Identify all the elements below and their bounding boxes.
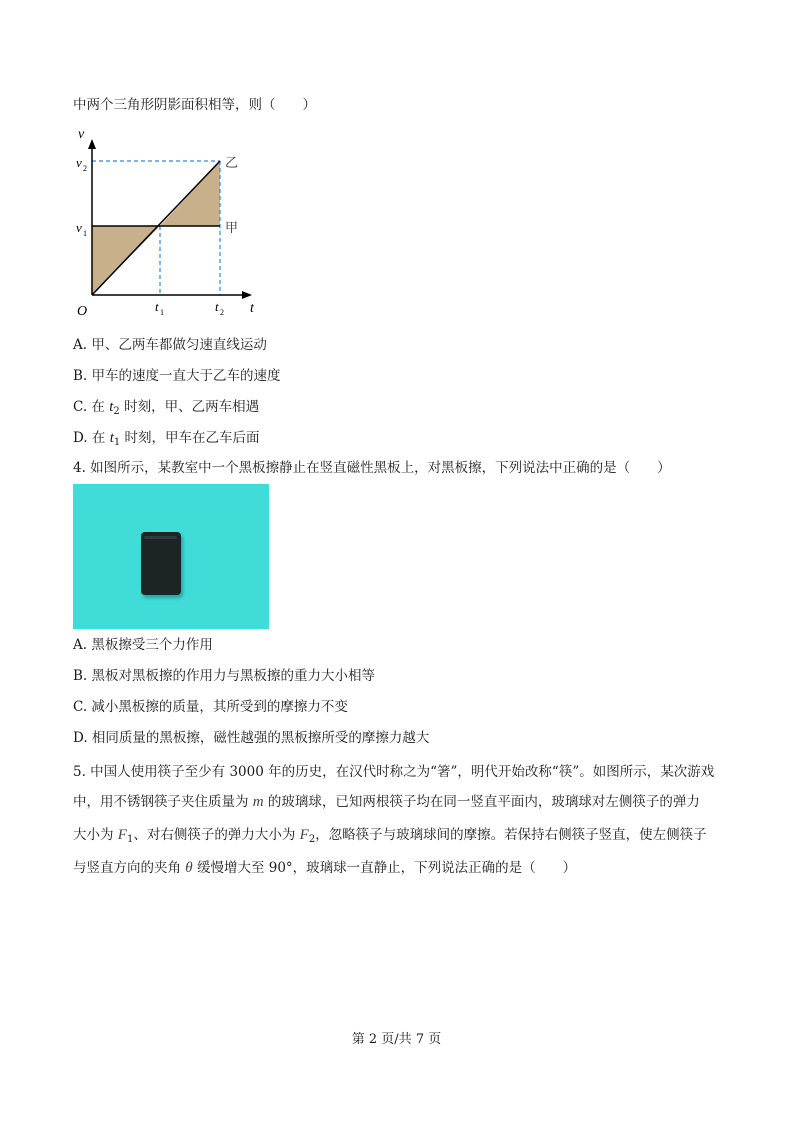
t2-label-sub: 2	[220, 308, 224, 317]
q5-stem-line-1: 5. 中国人使用筷子至少有 3000 年的历史，在汉代时称之为“箸”，明代开始改称“筷”。如图所示，某次游戏	[73, 764, 715, 780]
eraser-on-board-photo	[73, 484, 269, 629]
v-axis-label: v	[78, 127, 85, 142]
v2-label: v	[76, 155, 82, 170]
label-jia: 甲	[225, 221, 239, 236]
q3-option-a: A. 甲、乙两车都做匀速直线运动	[73, 337, 267, 353]
t-axis-arrow-icon	[242, 291, 252, 299]
q5-stem-line-3: 大小为 $F_1$、对右侧筷子的弹力大小为 $F_2$，忽略筷子与玻璃球间的摩擦。若保持右侧筷子竖直，使左侧筷子	[73, 827, 707, 845]
origin-label: O	[77, 304, 88, 319]
t-axis-label: t	[250, 301, 254, 316]
q4-option-b: B. 黑板对黑板擦的作用力与黑板擦的重力大小相等	[73, 668, 376, 684]
q4-option-d: D. 相同质量的黑板擦，磁性越强的黑板擦所受的摩擦力越大	[73, 730, 430, 746]
blackboard-eraser	[141, 532, 181, 595]
v-axis-arrow-icon	[88, 139, 96, 149]
t1-label: t	[155, 299, 159, 314]
q3-option-d: D. 在 $t_1$ 时刻，甲车在乙车后面	[73, 430, 260, 448]
t1-label-sub: 1	[160, 308, 164, 317]
label-yi: 乙	[225, 156, 239, 171]
q4-option-a: A. 黑板擦受三个力作用	[73, 637, 213, 653]
q3-option-b: B. 甲车的速度一直大于乙车的速度	[73, 368, 281, 384]
q5-stem-line-2: 中，用不锈钢筷子夹住质量为 m 的玻璃球，已知两根筷子均在同一竖直平面内，玻璃球对左侧筷子的弹力	[73, 794, 700, 810]
q4-stem: 4. 如图所示，某教室中一个黑板擦静止在竖直磁性黑板上，对黑板擦，下列说法中正确的是（ ）	[73, 460, 671, 476]
velocity-time-graph	[60, 125, 280, 320]
t2-label: t	[215, 299, 219, 314]
v2-label-sub: 2	[83, 164, 87, 173]
q3-option-c: C. 在 $t_2$ 时刻，甲、乙两车相遇	[73, 399, 260, 417]
page-footer: 第 2 页/共 7 页	[351, 1032, 442, 1047]
v1-label: v	[76, 220, 82, 235]
q5-stem-line-4: 与竖直方向的夹角 θ 缓慢增大至 90°，玻璃球一直静止，下列说法正确的是（ ）	[73, 860, 577, 876]
q4-option-c: C. 减小黑板擦的质量，其所受到的摩擦力不变	[73, 699, 348, 715]
q3-stem-tail: 中两个三角形阴影面积相等，则（ ）	[73, 97, 316, 113]
v1-label-sub: 1	[83, 229, 87, 238]
